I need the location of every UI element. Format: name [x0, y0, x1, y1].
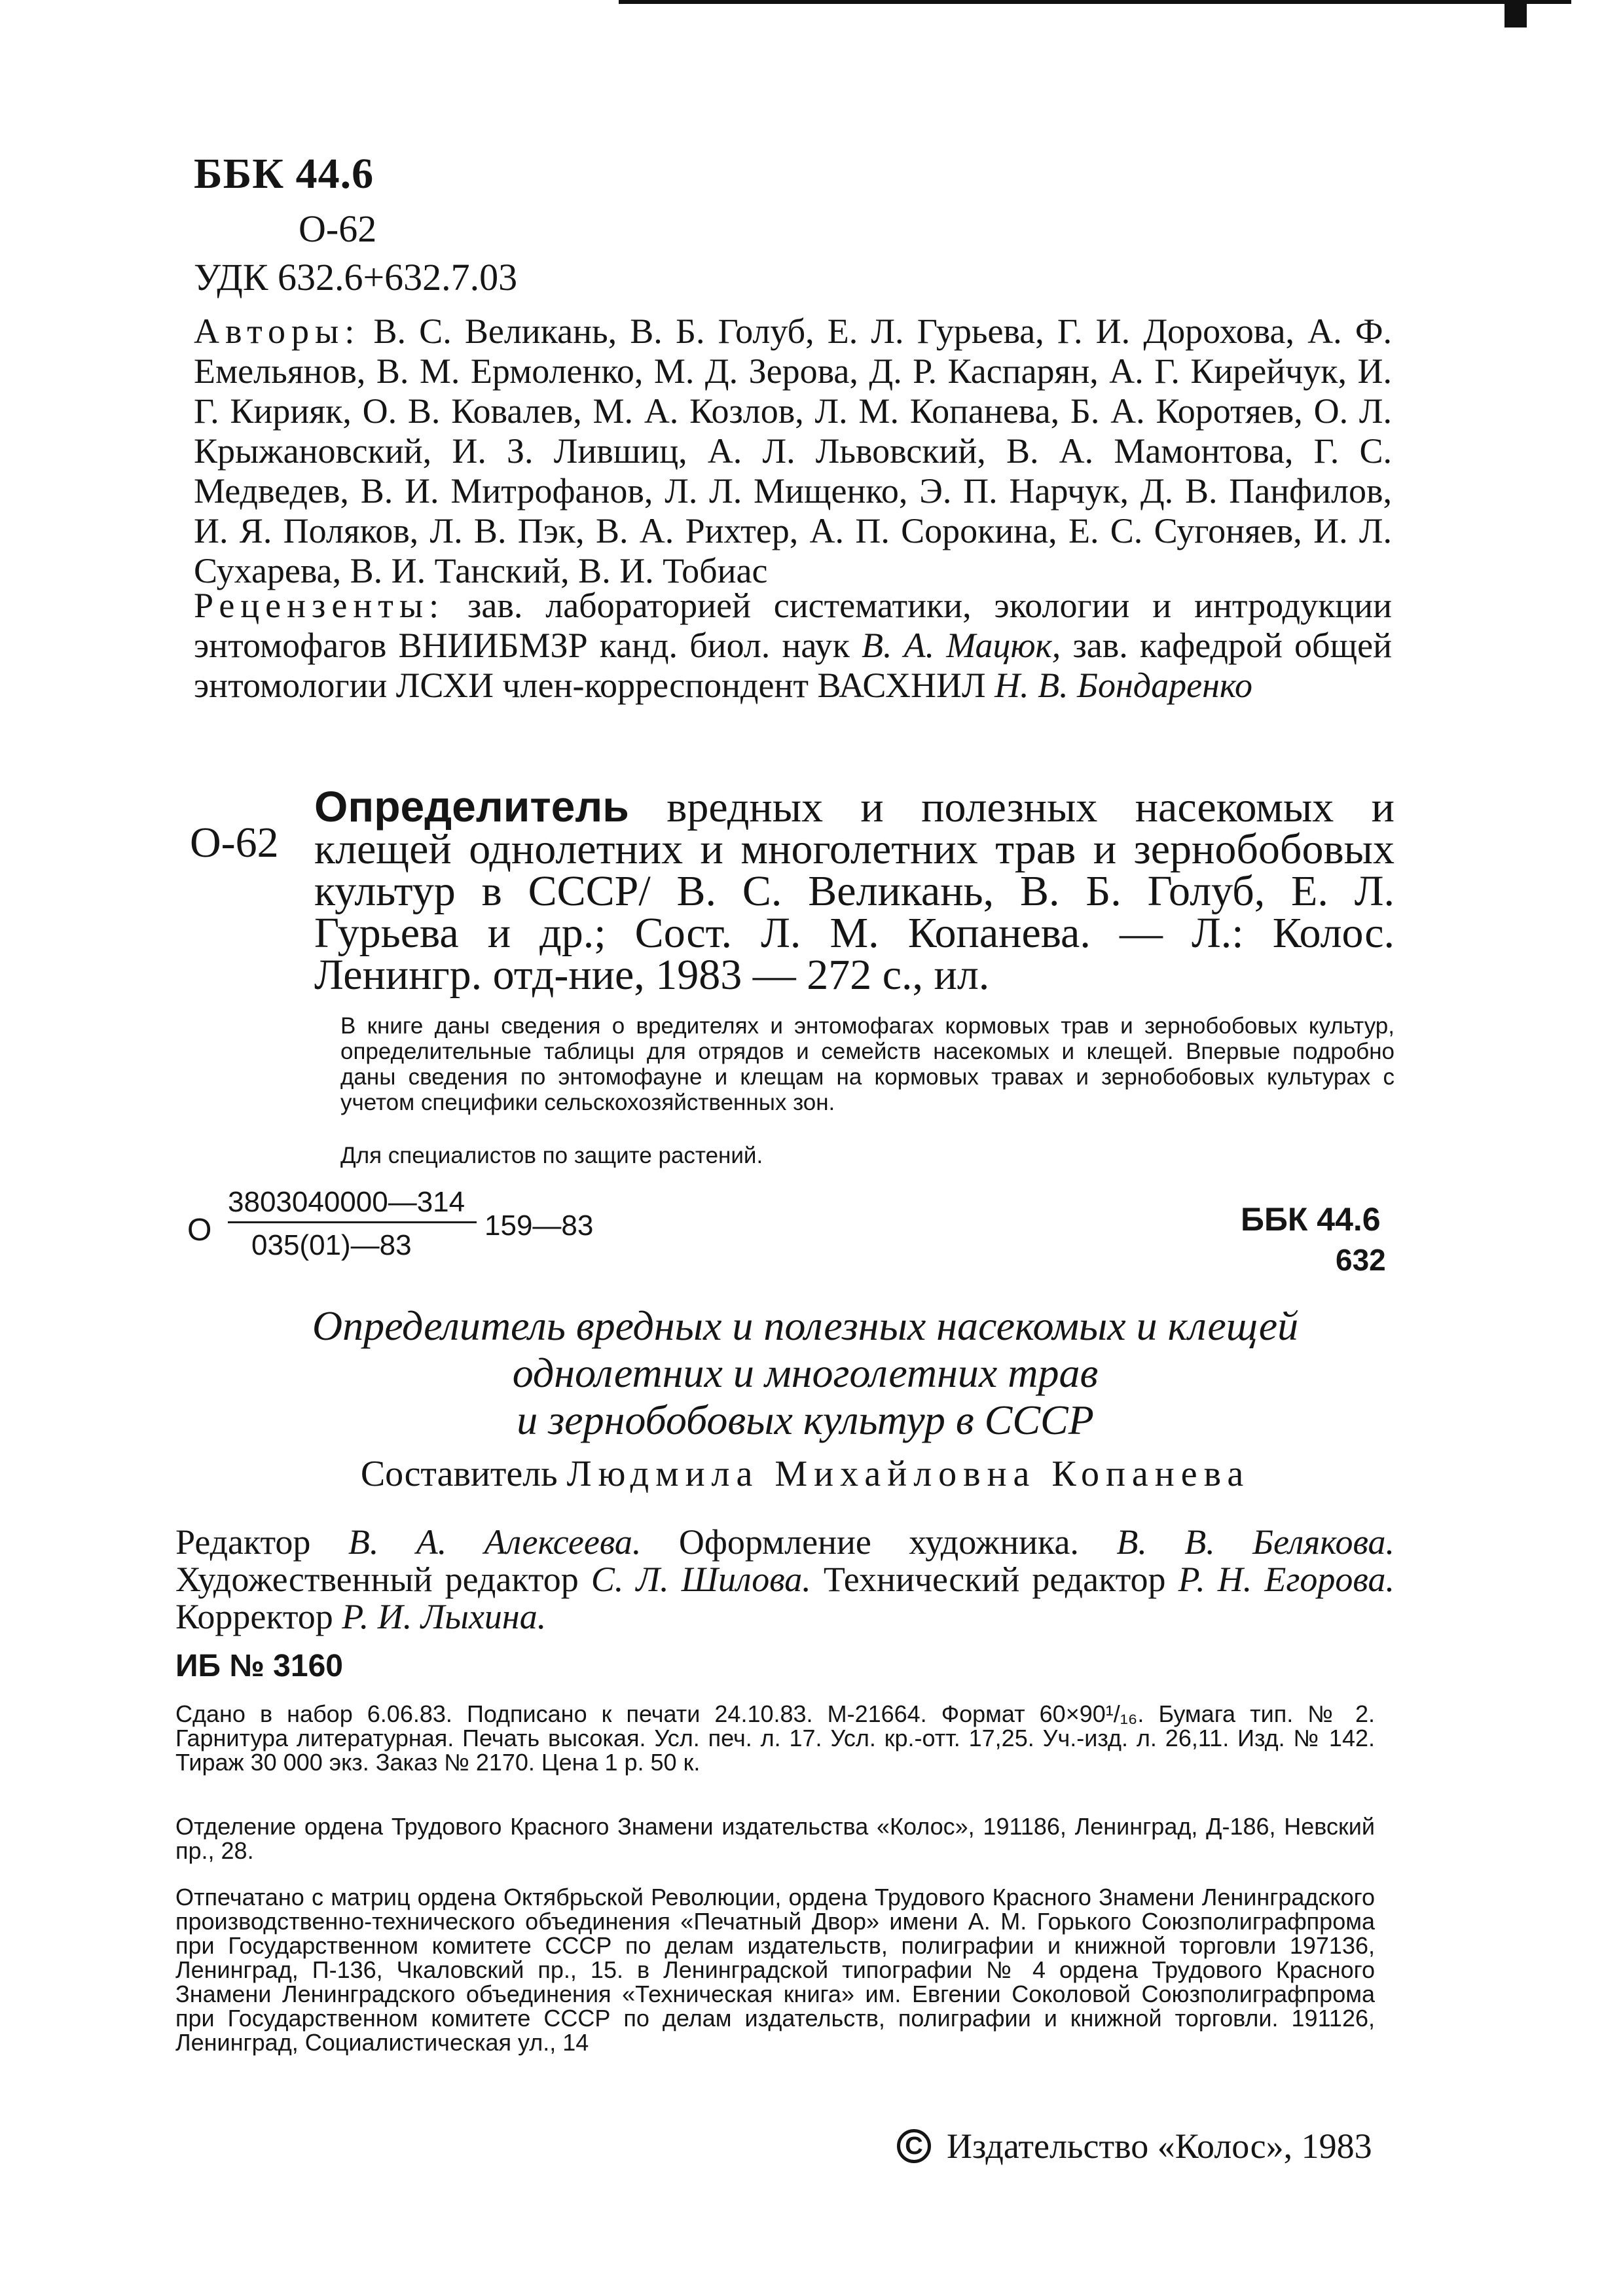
ib-number: ИБ № 3160 — [175, 1649, 343, 1683]
catalog-description — [314, 782, 1395, 999]
copyright-text: Издательство «Колос», 1983 — [947, 2126, 1372, 2166]
editor-name-3: С. Л. Шилова. — [591, 1560, 811, 1599]
editor-role-3: Художественный редактор — [175, 1560, 579, 1599]
editor-name-4: Р. Н. Егорова. — [1178, 1560, 1395, 1599]
printer-info: Отпечатано с матриц ордена Октябрьской Революции, ордена Трудового Красного Знамени Ленинградского производственно-технического объединения «Печатный Двор» имени А. М. Горького Союзполиграфпрома при Государственном комитете СССР по делам издательств, полиграфии и книжной торговли 197136, Ленинград, П-136, Чкаловский пр., 15. в Ленинградской типографии № 4 ордена Трудового Красного Знамени Ленинградского объединения «Техническая книга» им. Евгении Соколовой Союзполиграфпрома при Государственном комитете СССР по делам издательств, полиграфии и книжной торговли. 191126, Ленинград, Социалистическая ул., 14 — [175, 1884, 1375, 2056]
index-prefix: О — [187, 1213, 212, 1247]
reviewers-paragraph — [194, 586, 1392, 706]
print-data: Сдано в набор 6.06.83. Подписано к печати 24.10.83. М-21664. Формат 60×90¹/₁₆. Бумага тип. № 2. Гарнитура литературная. Печать высокая. Усл. печ. л. 17. Усл. кр.-отт. 17,25. Уч.-изд. л. 26,11. Изд. № 142. Тираж 30 000 экз. Заказ № 2170. Цена 1 р. 50 к. — [175, 1700, 1375, 1776]
index-numerator: 3803040000—314 — [228, 1186, 465, 1218]
editor-role-2: Оформление художника. — [678, 1522, 1079, 1562]
author-code: О-62 — [299, 207, 377, 250]
top-scan-edge — [619, 0, 1571, 4]
bbk-bottom: ББК 44.6 — [1241, 1201, 1381, 1238]
editors-paragraph — [175, 1524, 1395, 1636]
index-denominator: 035(01)—83 — [251, 1229, 412, 1261]
editor-role-4: Технический редактор — [823, 1560, 1166, 1599]
bbk-bottom-number: 632 — [1336, 1243, 1386, 1277]
index-suffix: 159—83 — [484, 1210, 594, 1242]
copyright-line — [897, 2126, 1372, 2166]
catalog-description-text: вредных и полезных насекомых и клещей однолетних и многолетних трав и зернобобовых культур в СССР/ В. С. Великань, В. Б. Голуб, Е. Л. Гурьева и др.; Сост. Л. М. Копанева. — Л.: Колос. Ленингр. отд-ние, 1983 — 272 с., ил. — [314, 783, 1395, 999]
reviewer-name-2: Н. В. Бондаренко — [994, 666, 1253, 705]
index-fraction-rule — [228, 1221, 477, 1223]
reviewers-text-1: зав. лабораторией систематики, экологии и интродукции энтомофагов ВНИИБМЗР канд. биол. наук — [194, 586, 1393, 665]
authors-paragraph — [194, 312, 1392, 591]
book-title-line-2: однолетних и многолетних трав — [512, 1350, 1099, 1396]
authors-label: Авторы: — [194, 312, 361, 351]
book-title-line-3: и зернобобовых культур в СССР — [517, 1397, 1094, 1443]
book-title-line-1: Определитель вредных и полезных насекомых и клещей — [312, 1302, 1299, 1349]
book-title — [196, 1302, 1414, 1444]
reviewers-text-2: зав. кафедрой общей энтомологии ЛСХИ член-корреспондент ВАСХНИЛ — [194, 626, 1392, 705]
reviewers-label: Рецензенты: — [194, 586, 445, 625]
editor-role-1: Редактор — [175, 1522, 311, 1562]
editor-role-5: Корректор — [175, 1597, 333, 1636]
compiler-name: Людмила Михайловна Копанева — [566, 1454, 1250, 1494]
reviewer-name-1: В. А. Мацюк, — [861, 626, 1061, 665]
copyright-icon: C — [897, 2129, 931, 2163]
editor-name-1: В. А. Алексеева. — [348, 1522, 642, 1562]
catalog-title-bold: Определитель — [314, 782, 629, 831]
editor-name-5: Р. И. Лыхина. — [342, 1597, 547, 1636]
publisher-department: Отделение ордена Трудового Красного Знамени издательства «Колос», 191186, Ленинград, Д-186, Невский пр., 28. — [175, 1813, 1375, 1864]
editor-name-2: В. В. Белякова. — [1116, 1522, 1395, 1562]
annotation: В книге даны сведения о вредителях и энтомофагах кормовых трав и зернобобовых культур, определительные таблицы для отрядов и семейств насекомых и клещей. Впервые подробно даны сведения по энтомофауне и клещам на кормовых травах и зернобобовых культурах с учетом специфики сельскохозяйственных зон. — [340, 1013, 1395, 1115]
catalog-code: О-62 — [190, 819, 279, 867]
top-corner-mark — [1504, 0, 1527, 27]
compiler-line — [196, 1453, 1414, 1495]
bbk-classification: ББК 44.6 — [194, 150, 374, 198]
compiler-label: Составитель — [360, 1454, 558, 1494]
udk-classification: УДК 632.6+632.7.03 — [194, 256, 518, 298]
authors-list: В. С. Великань, В. Б. Голуб, Е. Л. Гурьева, Г. И. Дорохова, А. Ф. Емельянов, В. М. Ермоленко, М. Д. Зерова, Д. Р. Каспарян, А. Г. Кирейчук, И. Г. Кирияк, О. В. Ковалев, М. А. Козлов, Л. М. Копанева, Б. А. Коротяев, О. Л. Крыжановский, И. З. Лившиц, А. Л. Львовский, В. А. Мамонтова, Г. С. Медведев, В. И. Митрофанов, Л. Л. Мищенко, Э. П. Нарчук, Д. В. Панфилов, И. Я. Поляков, Л. В. Пэк, В. А. Рихтер, А. П. Сорокина, Е. С. Сугоняев, И. Л. Сухарева, В. И. Танский, В. И. Тобиас — [194, 312, 1392, 590]
audience-note: Для специалистов по защите растений. — [340, 1143, 763, 1168]
